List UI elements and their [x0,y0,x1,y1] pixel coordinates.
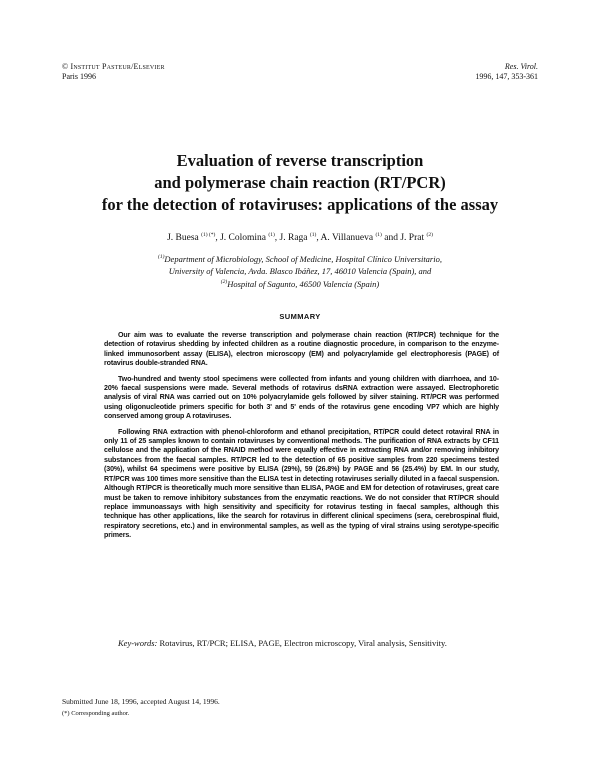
author-separator: , [274,233,280,243]
affiliation-1-line-2: University of Valencia, Avda. Blasco Ibáñez, 17, 46010 Valencia (Spain), and [168,265,432,276]
affiliation-mark: (2) [220,279,228,285]
summary-paragraph: Following RNA extraction with phenol-chloroform and ethanol precipitation, RT/PCR could detect rotaviral RNA in only 11 of 25 samples known to contain rotaviruses by conventional methods. The purification of RNA extracts by CF11 cellulose and the application of the RNAID method were equally effective in extracting RNA and/or removing inhibitory substances from the faecal samples. RT/PCR led to the detection of 65 positive samples from 220 specimens tested (30%), whilst 64 specimens were positive by ELISA (29%), 59 (26.8%) by PAGE and 56 (25.4%) by EM. In our study, RT/PCR was 100 times more sensitive than the ELISA test in detecting rotaviruses serially diluted in a faecal suspension. Although RT/PCR is theoretically much more sensitive than ELISA, PAGE and EM for detection of rotaviruses, great care must be taken to remove inhibitory substances from the enzymatic reactions. We do not consider that RT/PCR should replace immunoassays with high sensitivity and specificity for rotavirus testing in faecal samples, although this technique has other applications, like the search for rotavirus in different clinical specimens (sera, cerebrospinal fluid, respiratory secretions, etc.) and in environmental samples, as well as the typing of viral strains using serotype-specific primers. [104,427,499,540]
summary-heading: SUMMARY [279,312,321,321]
author-affiliation-mark: (1) [375,232,382,238]
title-line-1: Evaluation of reverse transcription [176,151,424,170]
author-separator: and [381,233,401,243]
author-affiliation-mark: (1) (*) [201,232,216,238]
summary-body [104,331,499,547]
author-name: J. Colomina [220,233,266,243]
running-header-right [475,62,538,82]
author-name: J. Raga [279,233,308,243]
author-affiliation-mark: (2) [426,232,433,238]
author-separator: , [316,233,321,243]
keywords-label: Key-words: [118,638,158,648]
keywords [104,638,499,649]
author-name: J. Prat [400,233,425,243]
affiliation-2: Hospital of Sagunto, 46500 Valencia (Spain) [227,279,380,289]
author-list [40,232,560,243]
affiliation-mark: (1) [158,254,165,260]
keywords-text: Rotavirus, RT/PCR; ELISA, PAGE, Electron microscopy, Viral analysis, Sensitivity. [159,638,447,648]
affiliation-1-line-1: Department of Microbiology, School of Medicine, Hospital Clínico Universitario, [164,254,442,264]
article-title [40,150,560,216]
title-line-2: and polymerase chain reaction (RT/PCR) [154,173,446,192]
journal-name: Res. Virol. [504,62,538,71]
corresponding-author-note: (*) Corresponding author. [62,710,130,717]
author-name: A. Villanueva [320,233,374,243]
title-line-3: for the detection of rotaviruses: applications of the assay [101,195,499,214]
author-affiliation-mark: (1) [268,232,275,238]
submission-note: Submitted June 18, 1996, accepted August 14, 1996. [62,697,220,706]
summary-paragraph: Two-hundred and twenty stool specimens were collected from infants and young children with diarrhoea, and 10-20% faecal suspensions were made. Several methods of rotavirus dsRNA extraction were assayed. Electrophoretic analysis of viral RNA was carried out on 10% polyacrylamide gels followed by silver staining. RT/PCR was performed using oligonucleotide primers specific for both 3' and 5' ends of the rotavirus gene encoding VP7 which are highly conserved among group A rotaviruses. [104,374,499,421]
summary-paragraph: Our aim was to evaluate the reverse transcription and polymerase chain reaction (RT/PCR) technique for the detection of rotavirus shedding by infected children as a routine diagnostic procedure, in comparison to the enzyme-linked immunosorbent assay (ELISA), electron microscopy (EM) and polyacrylamide gel electrophoresis (PAGE) of rotavirus double-stranded RNA. [104,331,499,368]
footnotes [62,696,220,720]
author-affiliation-mark: (1) [309,232,317,238]
publisher-line: © Institut Pasteur/Elsevier [62,62,165,71]
journal-citation: 1996, 147, 353-361 [475,72,538,81]
author-name: J. Buesa [167,233,199,243]
author-separator: , [215,233,221,243]
city-year: Paris 1996 [62,72,96,81]
running-header-left [62,62,165,82]
affiliations [60,252,540,291]
